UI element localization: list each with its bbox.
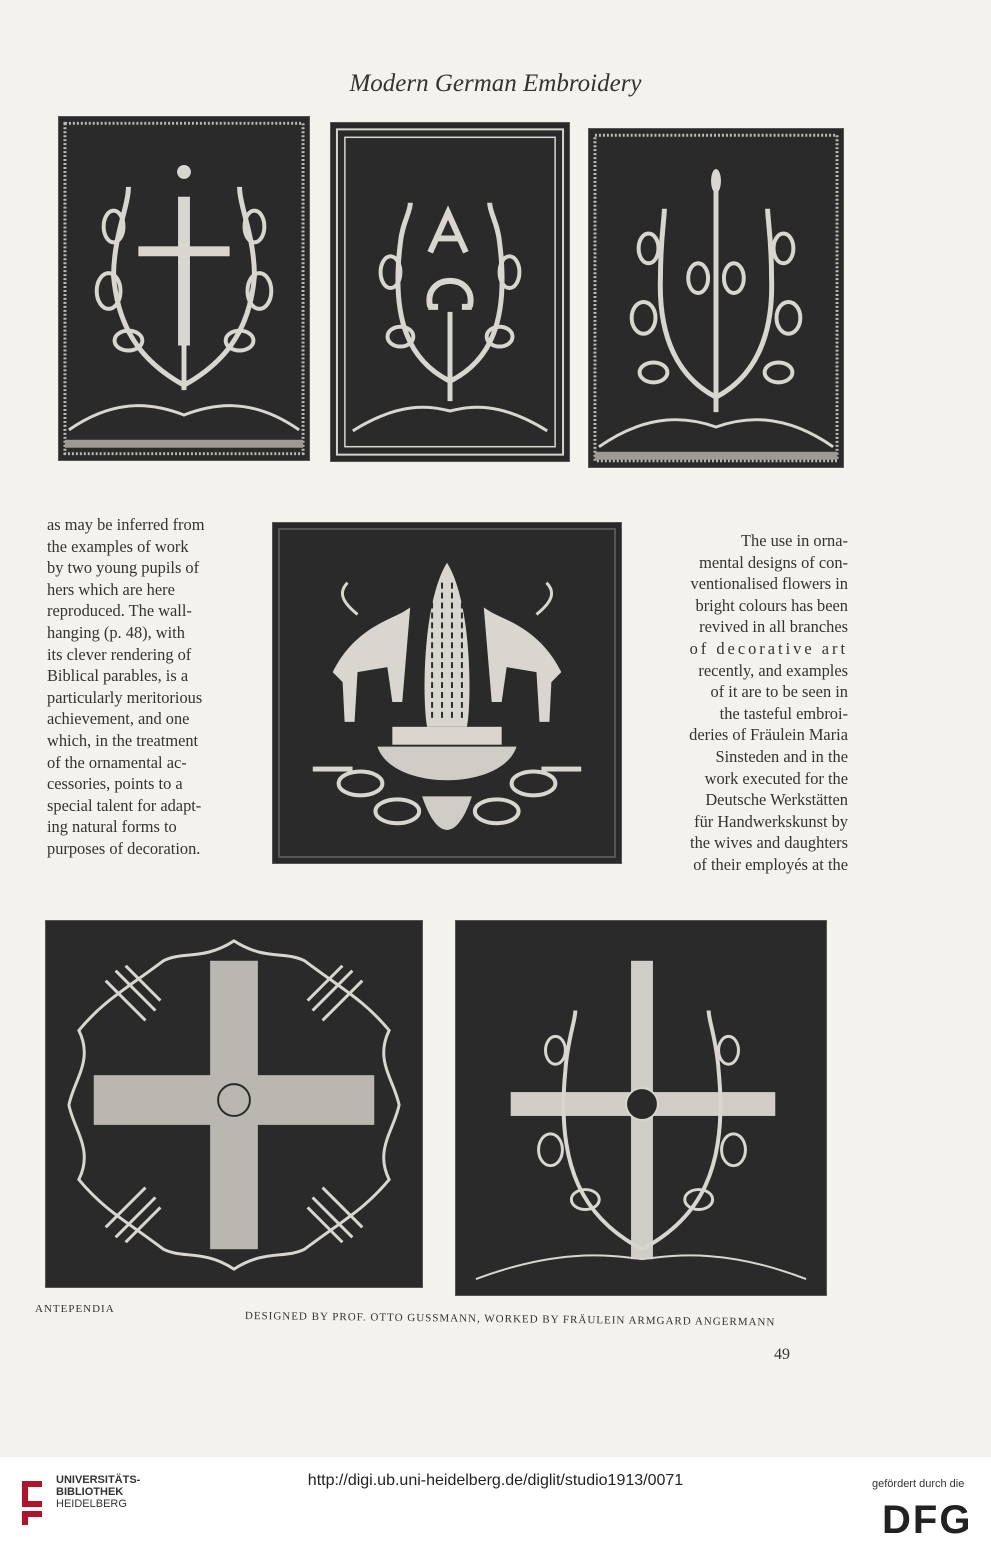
- text-line: für Handwerkskunst by: [694, 811, 848, 831]
- text-line: Sinsteden and in the: [715, 746, 848, 766]
- embroidery-panel-flower-tree: [588, 128, 844, 468]
- left-text-column: [47, 514, 232, 860]
- text-line: ing natural forms to: [47, 817, 177, 837]
- text-line: revived in all branches: [699, 617, 848, 637]
- text-line: achievement, and one: [47, 709, 190, 729]
- library-name-line: UNIVERSITÄTS-: [56, 1474, 141, 1486]
- text-line: the examples of work: [47, 536, 189, 556]
- text-line: particularly meritorious: [47, 687, 203, 707]
- source-url-link[interactable]: http://digi.ub.uni-heidelberg.de/diglit/studio1913/0071: [307, 1472, 684, 1489]
- text-line: the wives and daughters: [690, 833, 848, 853]
- antependium-cross-illustration: [46, 921, 422, 1287]
- text-line: reproduced. The wall-: [47, 601, 192, 621]
- page-number: 49: [774, 1346, 790, 1363]
- alpha-omega-illustration: [331, 123, 569, 461]
- text-line: deries of Fräulein Maria: [689, 725, 848, 745]
- embroidery-panel-alpha-omega: [330, 122, 570, 462]
- text-line: recently, and examples: [698, 660, 848, 680]
- text-line: which, in the treatment: [47, 730, 199, 750]
- text-line: of it are to be seen in: [710, 682, 848, 702]
- text-line: mental designs of con-: [699, 552, 848, 572]
- caption-antependia: ANTEPENDIA: [35, 1303, 115, 1315]
- funder-label: gefördert durch die: [872, 1478, 965, 1490]
- text-line: of their employés at the: [693, 854, 848, 874]
- page-header-title: Modern German Embroidery: [349, 70, 642, 97]
- antependium-tree-cross-panel: [455, 920, 827, 1296]
- right-text-column: [652, 530, 848, 876]
- text-line: the tasteful embroi-: [719, 703, 848, 723]
- dfg-logo: DFG: [882, 1498, 973, 1542]
- text-line: The use in orna-: [741, 531, 848, 550]
- embroidery-panel-deer-fountain: [272, 522, 622, 864]
- text-line: purposes of decoration.: [47, 838, 201, 858]
- text-line: Biblical parables, is a: [47, 666, 189, 686]
- library-name-line: BIBLIOTHEK: [56, 1486, 124, 1498]
- antependium-tree-cross-illustration: [456, 921, 826, 1295]
- embroidery-panel-cross-tree: [58, 116, 310, 461]
- text-line: by two young pupils of: [47, 558, 200, 578]
- antependium-cross-panel: [45, 920, 423, 1288]
- text-line: of the ornamental ac-: [47, 752, 187, 772]
- text-line: Deutsche Werkstätten: [705, 790, 848, 810]
- deer-fountain-illustration: [273, 523, 621, 863]
- text-line: special talent for adapt-: [47, 795, 202, 815]
- text-line: bright colours has been: [695, 595, 848, 615]
- library-name-line: HEIDELBERG: [56, 1498, 127, 1510]
- text-line: hers which are here: [47, 579, 175, 599]
- text-line: its clever rendering of: [47, 644, 192, 664]
- text-line: hanging (p. 48), with: [47, 622, 185, 642]
- text-line: of decorative art: [689, 638, 848, 658]
- flower-tree-illustration: [589, 129, 843, 467]
- text-line: as may be inferred from: [47, 515, 205, 534]
- text-line: work executed for the: [704, 768, 848, 788]
- cross-tree-illustration: [59, 117, 309, 460]
- text-line: ventionalised flowers in: [690, 574, 848, 594]
- caption-designer-credit: DESIGNED BY PROF. OTTO GUSSMANN, WORKED BY FRÄULEIN ARMGARD ANGERMANN: [244, 1310, 776, 1329]
- text-line: cessories, points to a: [47, 774, 183, 794]
